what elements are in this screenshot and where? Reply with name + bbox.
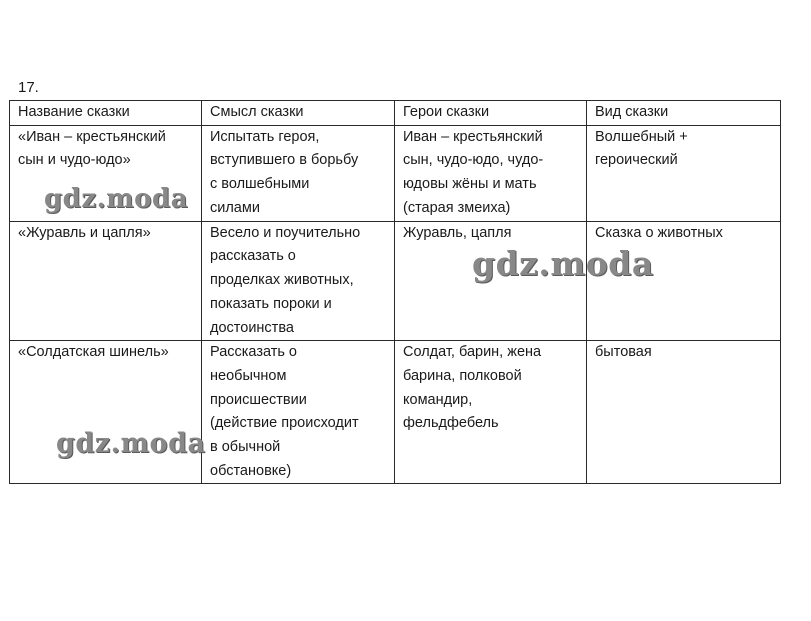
cell-tale-type: бытовая	[587, 341, 781, 484]
cell-tale-meaning: Рассказать о необычном происшествии (действие происходит в обычной обстановке)	[202, 341, 395, 484]
table-row	[10, 221, 781, 341]
cell-tale-heroes: Журавль, цапля	[395, 221, 587, 341]
fairy-tale-table	[9, 100, 781, 484]
table-header-row	[10, 101, 781, 126]
cell-tale-meaning: Весело и поучительно рассказать о проделках животных, показать пороки и достоинства	[202, 221, 395, 341]
cell-tale-name: «Иван – крестьянский сын и чудо-юдо»	[10, 125, 202, 221]
watermark: gdz.moda	[472, 244, 654, 283]
header-tale-heroes: Герои сказки	[395, 101, 587, 126]
cell-tale-meaning: Испытать героя, вступившего в борьбу с волшебными силами	[202, 125, 395, 221]
header-tale-meaning: Смысл сказки	[202, 101, 395, 126]
cell-tale-name: «Солдатская шинель»	[10, 341, 202, 484]
watermark: gdz.moda	[44, 184, 189, 214]
cell-tale-heroes: Иван – крестьянский сын, чудо-юдо, чудо- юдовы жёны и мать (старая змеиха)	[395, 125, 587, 221]
cell-tale-type: Сказка о животных	[587, 221, 781, 341]
table-row	[10, 341, 781, 484]
cell-tale-name: «Журавль и цапля»	[10, 221, 202, 341]
cell-tale-heroes: Солдат, барин, жена барина, полковой командир, фельдфебель	[395, 341, 587, 484]
header-tale-name: Название сказки	[10, 101, 202, 126]
header-tale-type: Вид сказки	[587, 101, 781, 126]
task-number: 17.	[18, 79, 39, 96]
watermark: gdz.moda	[56, 428, 206, 459]
cell-tale-type: Волшебный + героический	[587, 125, 781, 221]
